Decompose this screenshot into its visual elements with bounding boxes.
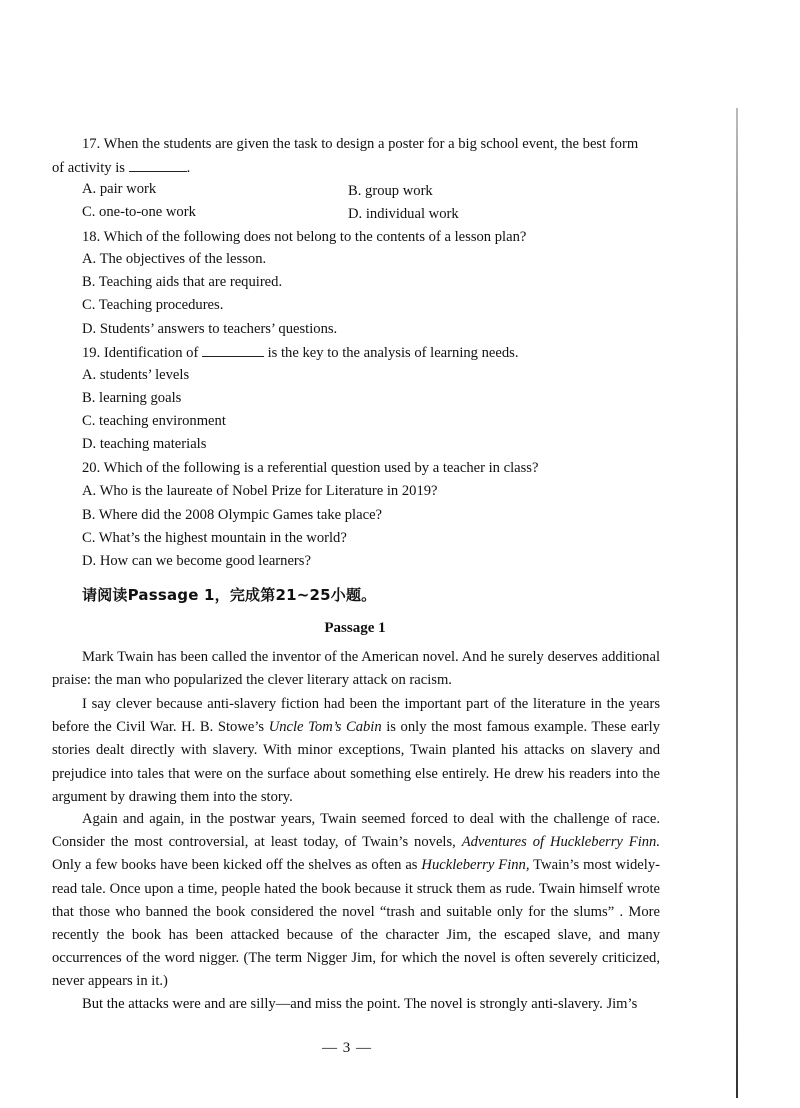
q17-stem-end: . [186,160,191,176]
passage-title: Passage 1 [324,620,386,636]
q18-option-b: B. Teaching aids that are required. [82,274,283,290]
q20-option-d: D. How can we become good learners? [82,553,311,569]
p3-text-b: Only a few books have been kicked off the shelves as often as [52,857,422,874]
passage-paragraph-2 [52,693,660,809]
p3-text-a: Again and again, in the postwar years, Twain seemed forced to deal with the challenge of race. Consider the most controversial, at least today, of Twain’s novels, [52,811,660,851]
q20-option-c: C. What’s the highest mountain in the world? [82,530,347,546]
q17-stem-line2: of activity is [52,160,125,176]
book-title-huckleberry-finn: Adventures of Huckleberry Finn. [461,834,660,851]
scan-edge-line [736,108,738,1098]
q17-stem-line1: 17. When the students are given the task to design a poster for a big school event, the best form [82,136,639,152]
q17-blank [129,157,187,172]
passage-paragraph-3 [52,808,660,994]
q19-stem-end: is the key to the analysis of learning needs. [267,345,519,361]
q19-option-a: A. students’ levels [82,367,190,383]
book-title-huckleberry-finn-short: Huckleberry Finn, [421,857,530,874]
q19-option-c: C. teaching environment [82,413,226,429]
q19-option-d: D. teaching materials [82,436,207,452]
q20-option-a: A. Who is the laureate of Nobel Prize for Literature in 2019? [82,483,438,499]
book-title-uncle-toms-cabin: Uncle Tom’s Cabin [268,719,382,736]
passage-paragraph-4: But the attacks were and are silly—and miss the point. The novel is strongly anti-slavery. Jim’s [82,996,638,1012]
q19-blank [202,342,264,357]
q17-option-c: C. one-to-one work [82,204,196,220]
q18-option-a: A. The objectives of the lesson. [82,251,267,267]
passage-paragraph-1: Mark Twain has been called the inventor of the American novel. And he surely deserves additional praise: the man who popularized the clever literary attack on racism. [52,649,660,689]
q17-option-a: A. pair work [82,181,157,197]
q17-option-d: D. individual work [348,206,459,222]
p3-text-c: Twain’s most widely-read tale. Once upon a time, people hated the book because it struck them as rude. Twain himself wrote that those who banned the book considered the novel “trash and suitable only for the slums” . More recently the book has been attacked because of the character Jim, the escaped slave, and many occurrences of the word nigger. (The term Nigger Jim, for which the novel is often severely criticized, never appears in it.) [52,857,661,990]
page-number: — 3 — [322,1040,372,1056]
q17-option-b: B. group work [348,183,433,199]
question-20-stem: 20. Which of the following is a referential question used by a teacher in class? [82,460,539,476]
question-18-stem: 18. Which of the following does not belong to the contents of a lesson plan? [82,229,527,245]
q20-option-b: B. Where did the 2008 Olympic Games take place? [82,507,383,523]
q18-option-d: D. Students’ answers to teachers’ questions. [82,321,338,337]
q18-option-c: C. Teaching procedures. [82,297,224,313]
p2-text-a: I say clever because anti-slavery fiction had been the important part of the literature in the years before the Civil War. H. B. Stowe’s [52,696,660,736]
q19-stem-start: 19. Identification of [82,345,199,361]
question-17-stem-cont [52,157,190,178]
reading-instruction: 请阅读Passage 1，完成第21~25小题。 [82,586,377,604]
p2-text-b: is only the most famous example. These early stories dealt directly with slavery. With minor exceptions, Twain planted his attacks on slavery and prejudice into tales that were on the surface about something else entirely. He drew his readers into the argument by drawing them into the story. [52,719,661,805]
q19-option-b: B. learning goals [82,390,182,406]
question-17-stem [82,134,638,154]
question-19-stem [82,342,519,363]
